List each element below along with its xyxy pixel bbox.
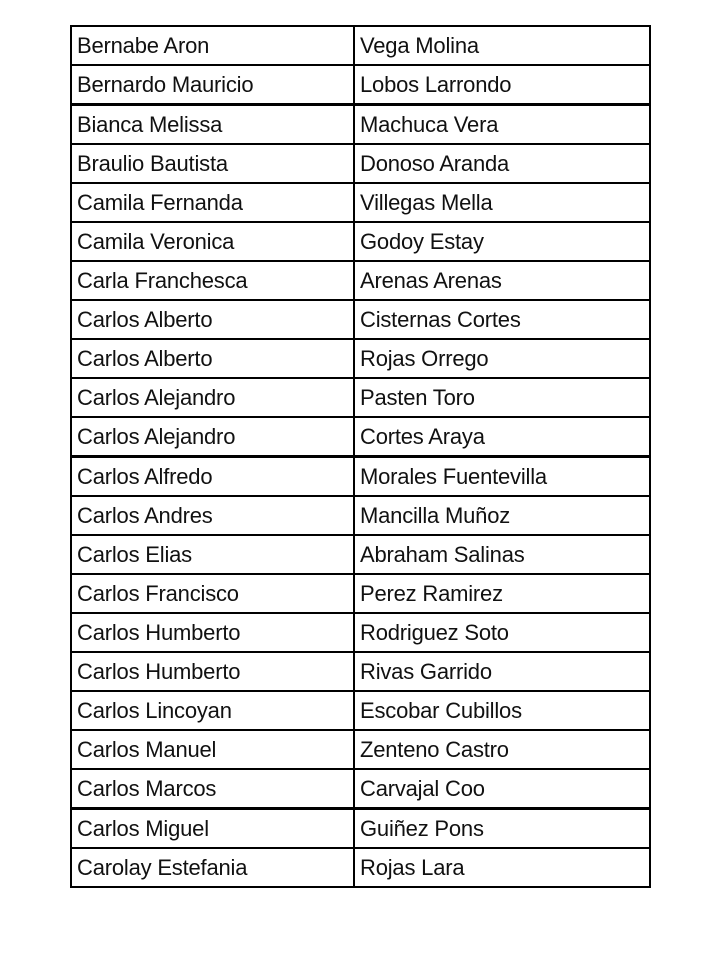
table-row: [71, 65, 650, 105]
table-row: [71, 144, 650, 183]
first-names-cell: Bernabe Aron: [71, 26, 354, 65]
last-names-cell: Abraham Salinas: [354, 535, 650, 574]
first-names-cell: Camila Fernanda: [71, 183, 354, 222]
table-row: [71, 848, 650, 887]
last-names-cell: Rodriguez Soto: [354, 613, 650, 652]
last-names-cell: Guiñez Pons: [354, 809, 650, 849]
first-names-cell: Carlos Elias: [71, 535, 354, 574]
last-names-cell: Arenas Arenas: [354, 261, 650, 300]
first-names-cell: Bianca Melissa: [71, 105, 354, 145]
last-names-cell: Godoy Estay: [354, 222, 650, 261]
table-row: [71, 26, 650, 65]
last-names-cell: Rojas Orrego: [354, 339, 650, 378]
table-row: [71, 378, 650, 417]
last-names-cell: Villegas Mella: [354, 183, 650, 222]
table-row: [71, 652, 650, 691]
last-names-cell: Pasten Toro: [354, 378, 650, 417]
first-names-cell: Carlos Lincoyan: [71, 691, 354, 730]
table-row: [71, 339, 650, 378]
names-table-body: [71, 26, 650, 887]
first-names-cell: Carlos Francisco: [71, 574, 354, 613]
first-names-cell: Bernardo Mauricio: [71, 65, 354, 105]
table-row: [71, 691, 650, 730]
first-names-cell: Carolay Estefania: [71, 848, 354, 887]
last-names-cell: Carvajal Coo: [354, 769, 650, 809]
last-names-cell: Machuca Vera: [354, 105, 650, 145]
first-names-cell: Carlos Miguel: [71, 809, 354, 849]
last-names-cell: Rivas Garrido: [354, 652, 650, 691]
last-names-cell: Perez Ramirez: [354, 574, 650, 613]
last-names-cell: Cortes Araya: [354, 417, 650, 457]
last-names-cell: Cisternas Cortes: [354, 300, 650, 339]
last-names-cell: Rojas Lara: [354, 848, 650, 887]
table-row: [71, 535, 650, 574]
last-names-cell: Escobar Cubillos: [354, 691, 650, 730]
table-row: [71, 730, 650, 769]
last-names-cell: Vega Molina: [354, 26, 650, 65]
table-row: [71, 222, 650, 261]
table-row: [71, 496, 650, 535]
last-names-cell: Lobos Larrondo: [354, 65, 650, 105]
first-names-cell: Carlos Alfredo: [71, 457, 354, 497]
last-names-cell: Morales Fuentevilla: [354, 457, 650, 497]
first-names-cell: Carlos Alejandro: [71, 378, 354, 417]
last-names-cell: Zenteno Castro: [354, 730, 650, 769]
first-names-cell: Carlos Alejandro: [71, 417, 354, 457]
first-names-cell: Carla Franchesca: [71, 261, 354, 300]
table-row: [71, 183, 650, 222]
first-names-cell: Braulio Bautista: [71, 144, 354, 183]
first-names-cell: Carlos Alberto: [71, 300, 354, 339]
first-names-cell: Carlos Andres: [71, 496, 354, 535]
table-row: [71, 300, 650, 339]
table-row: [71, 105, 650, 145]
table-row: [71, 613, 650, 652]
table-row: [71, 457, 650, 497]
first-names-cell: Carlos Humberto: [71, 613, 354, 652]
last-names-cell: Mancilla Muñoz: [354, 496, 650, 535]
first-names-cell: Camila Veronica: [71, 222, 354, 261]
table-row: [71, 574, 650, 613]
first-names-cell: Carlos Manuel: [71, 730, 354, 769]
first-names-cell: Carlos Humberto: [71, 652, 354, 691]
first-names-cell: Carlos Alberto: [71, 339, 354, 378]
names-table: [70, 25, 651, 888]
table-row: [71, 769, 650, 809]
table-row: [71, 417, 650, 457]
last-names-cell: Donoso Aranda: [354, 144, 650, 183]
first-names-cell: Carlos Marcos: [71, 769, 354, 809]
table-row: [71, 809, 650, 849]
table-row: [71, 261, 650, 300]
